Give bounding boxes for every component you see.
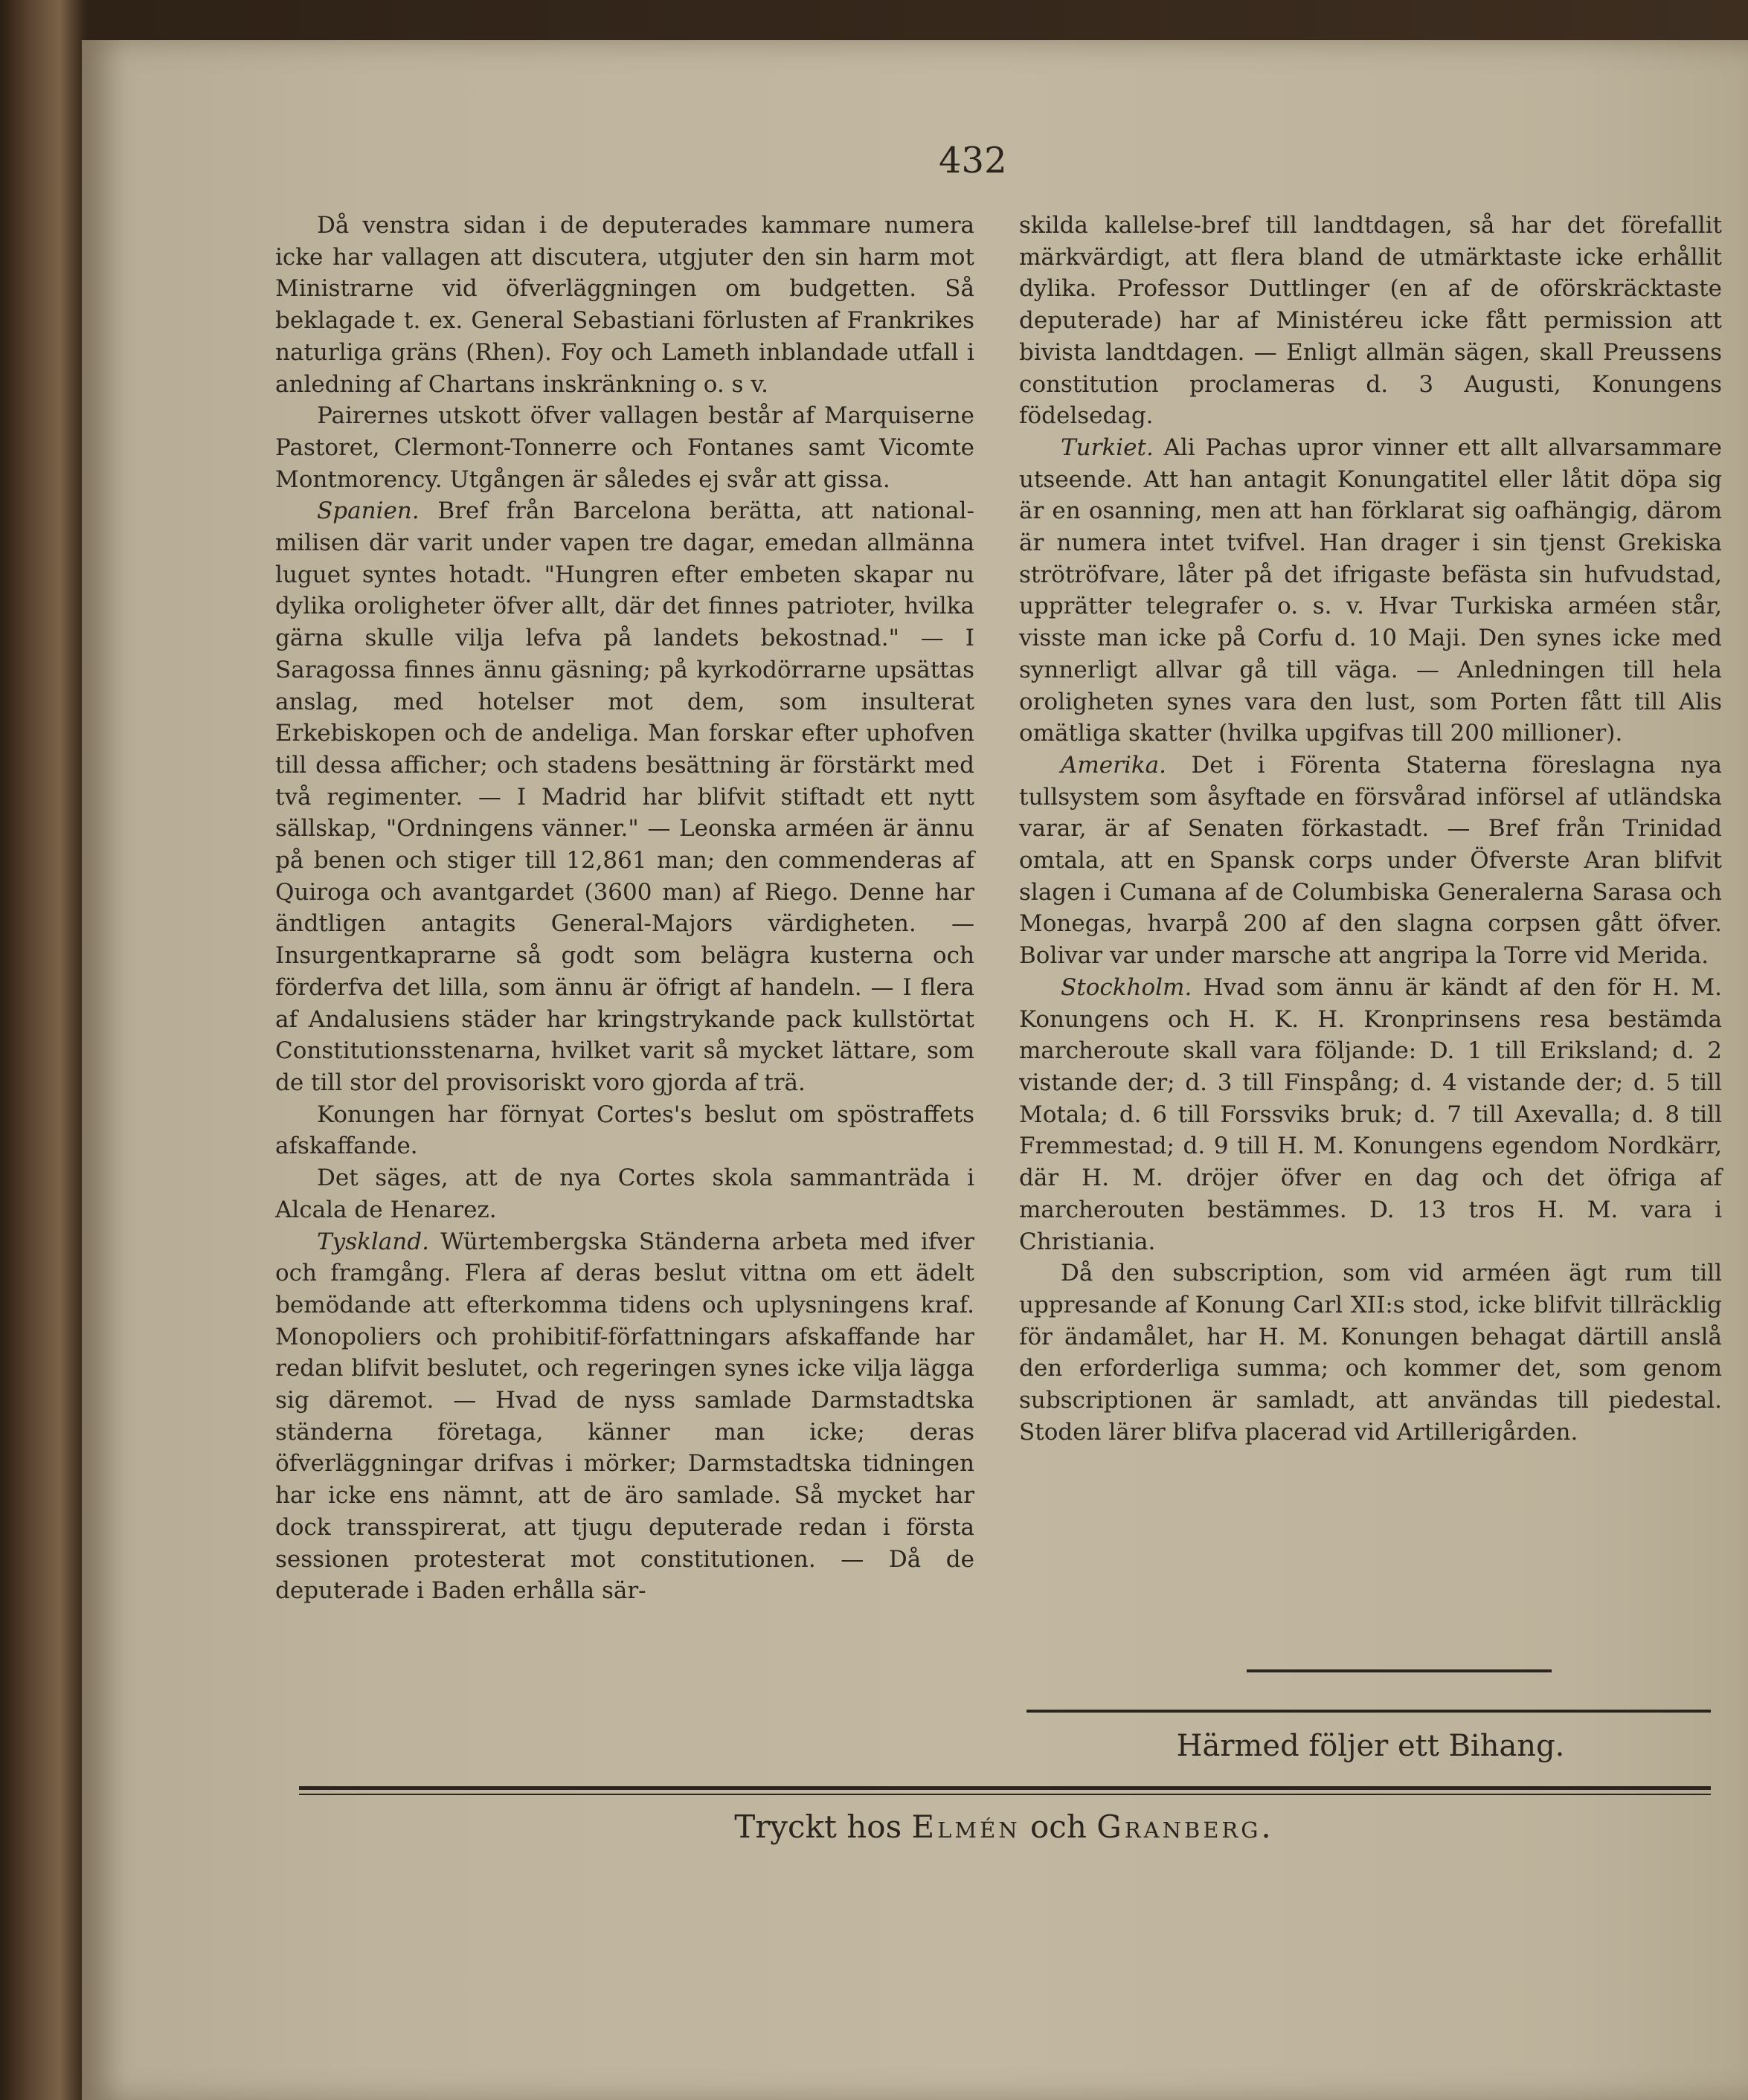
paragraph [1019, 750, 1722, 972]
paragraph [1019, 210, 1722, 432]
imprint-prefix: Tryckt hos [734, 1808, 902, 1845]
paragraph-text: Det säges, att de nya Cortes skola sammanträda i Alcala de Henarez. [275, 1165, 974, 1223]
paragraph-text: Bref från Barcelona berätta, att national-milisen där varit under vapen tre dagar, emedan allmänna luguet syntes hotadt. "Hungren efter embeten skapar nu dylika oroligheter öfver allt, där det finnes patrioter, hvilka gärna skulle vilja lefva på landets bekostnad." — I Saragossa finnes ännu gäsning; på kyrkodörrarne upsättas anslag, med hotelser mot dem, som insulterat Erkebiskopen och de andeliga. Man forskar efter uphofven till dessa afficher; och stadens besättning är förstärkt med två regimenter. — I Madrid har blifvit stiftadt ett nytt sällskap, "Ordningens vänner." — Leonska arméen är ännu på benen och stiger till 12,861 man; den commenderas af Quiroga och avantgardet (3600 man) af Riego. Denne har ändtligen antagits General-Majors värdigheten. — Insurgentkaprarne så godt som belägra kusterna och förderfva det lilla, som ännu är öfrigt af handeln. — I flera af Andalusiens städer har kringstrykande pack kullstörtat Constitutionsstenarna, hvilket varit så mycket lättare, som de till stor del provisoriskt voro gjorda af trä. [275, 497, 974, 1096]
footer-rule-thin [299, 1794, 1711, 1795]
imprint-conjunction: och [1030, 1808, 1087, 1845]
section-heading-spanien: Spanien. [317, 497, 420, 525]
printer-name-1: Elmén [911, 1808, 1021, 1845]
paragraph [1019, 972, 1722, 1257]
paragraph-text: skilda kallelse-bref till landtdagen, så har det förefallit märkvärdigt, att flera bland de utmärktaste icke erhållit dylika. Professor Duttlinger (en af de oförskräcktaste deputerade) har af Ministéreu icke fått permission att bivista landtdagen. — Enligt allmän sägen, skall Preussens constitution proclameras d. 3 Augusti, Konungens födelsedag. [1019, 212, 1722, 430]
paragraph [275, 1099, 974, 1162]
printer-imprint [298, 1808, 1711, 1845]
paragraph-text: Pairernes utskott öfver vallagen består af Marquiserne Pastoret, Clermont-Tonnerre och Fontanes samt Vicomte Montmorency. Utgången är således ej svår att gissa. [275, 402, 974, 493]
right-column [1019, 210, 1722, 1448]
page-number: 432 [939, 140, 1007, 181]
section-heading-turkiet: Turkiet. [1061, 434, 1154, 461]
paragraph [1019, 432, 1722, 750]
paragraph [275, 1162, 974, 1225]
printer-name-2: Granberg. [1096, 1808, 1274, 1845]
paragraph-text: Då den subscription, som vid arméen ägt rum till uppresande af Konung Carl XII:s stod, icke blifvit tillräcklig för ändamålet, har H. M. Konungen behagat därtill anslå den erforderliga summa; och kommer det, som genom subscriptionen är samladt, att användas till piedestal. Stoden lärer blifva placerad vid Artillerigården. [1019, 1260, 1722, 1446]
paragraph [1019, 1257, 1722, 1448]
footer-rule [299, 1786, 1711, 1790]
paragraph-text: Ali Pachas upror vinner ett allt allvarsammare utseende. Att han antagit Konungatitel eller låtit döpa sig är en osanning, men att han förklarat sig oafhängig, därom är numera intet tvifvel. Han drager i sin tjenst Grekiska strötröfvare, låter på det ifrigaste befästa sin hufvudstad, upprätter telegrafer o. s. v. Hvar Turkiska arméen står, visste man icke på Corfu d. 10 Maji. Den synes icke med synnerligt allvar gå till väga. — Anledningen till hela oroligheten synes vara den lust, som Porten fått till Alis omätliga skatter (hvilka upgifvas till 200 millioner). [1019, 434, 1722, 747]
paragraph [275, 210, 974, 400]
section-heading-amerika: Amerika. [1061, 751, 1166, 779]
paragraph [275, 1226, 974, 1607]
paragraph [275, 495, 974, 1098]
section-heading-stockholm: Stockholm. [1061, 973, 1192, 1001]
paragraph-text: Hvad som ännu är kändt af den för H. M. Konungens och H. K. H. Kronprinsens resa bestämda marcheroute skall vara följande: D. 1 till Eriksland; d. 2 vistande der; d. 3 till Finspång; d. 4 vistande der; d. 5 till Motala; d. 6 till Forssviks bruk; d. 7 till Axevalla; d. 8 till Fremmestad; d. 9 till H. M. Konungens egendom Nordkärr, där H. M. dröjer öfver en dag och det öfriga af marcherouten bestämmes. D. 13 tros H. M. vara i Christiania. [1019, 973, 1722, 1255]
paragraph-text: Würtembergska Ständerna arbeta med ifver och framgång. Flera af deras beslut vittna om ett ädelt bemödande att efterkomma tidens och uplysningens kraf. Monopoliers och prohibitif-författningars afskaffande har redan blifvit beslutet, och regeringen synes icke vilja lägga sig däremot. — Hvad de nyss samlade Darmstadtska ständerna företaga, känner man icke; deras öfverläggningar drifvas i mörker; Darmstadtska tidningen har icke ens nämnt, att de äro samlade. Så mycket har dock transspirerat, att tjugu deputerade redan i första sessionen protesterat mot constitutionen. — Då de deputerade i Baden erhålla sär- [275, 1228, 974, 1605]
paragraph [275, 400, 974, 495]
appendix-notice: Härmed följer ett Bihang. [1176, 1729, 1565, 1763]
short-divider [1247, 1669, 1552, 1672]
section-heading-tyskland: Tyskland. [317, 1228, 429, 1255]
paragraph-text: Konungen har förnyat Cortes's beslut om spöstraffets afskaffande. [275, 1101, 974, 1160]
paragraph-text: Då venstra sidan i de deputerades kammare numera icke har vallagen att discutera, utgjuter den sin harm mot Ministrarne vid öfverläggningen om budgetten. Så beklagade t. ex. General Sebastiani förlusten af Frankrikes naturliga gräns (Rhen). Foy och Lameth inblandade utfall i anledning af Chartans inskränkning o. s v. [275, 212, 974, 398]
column-divider [1026, 1710, 1711, 1713]
left-column [275, 210, 974, 1607]
paragraph-text: Det i Förenta Staterna föreslagna nya tullsystem som åsyftade en försvårad införsel af utländska varar, är af Senaten förkastadt. — Bref från Trinidad omtala, att en Spansk corps under Öfverste Aran blifvit slagen i Cumana af de Columbiska Generalerna Sarasa och Monegas, hvarpå 200 af den slagna corpsen gått öfver. Bolivar var under marsche att angripa la Torre vid Merida. [1019, 751, 1722, 970]
